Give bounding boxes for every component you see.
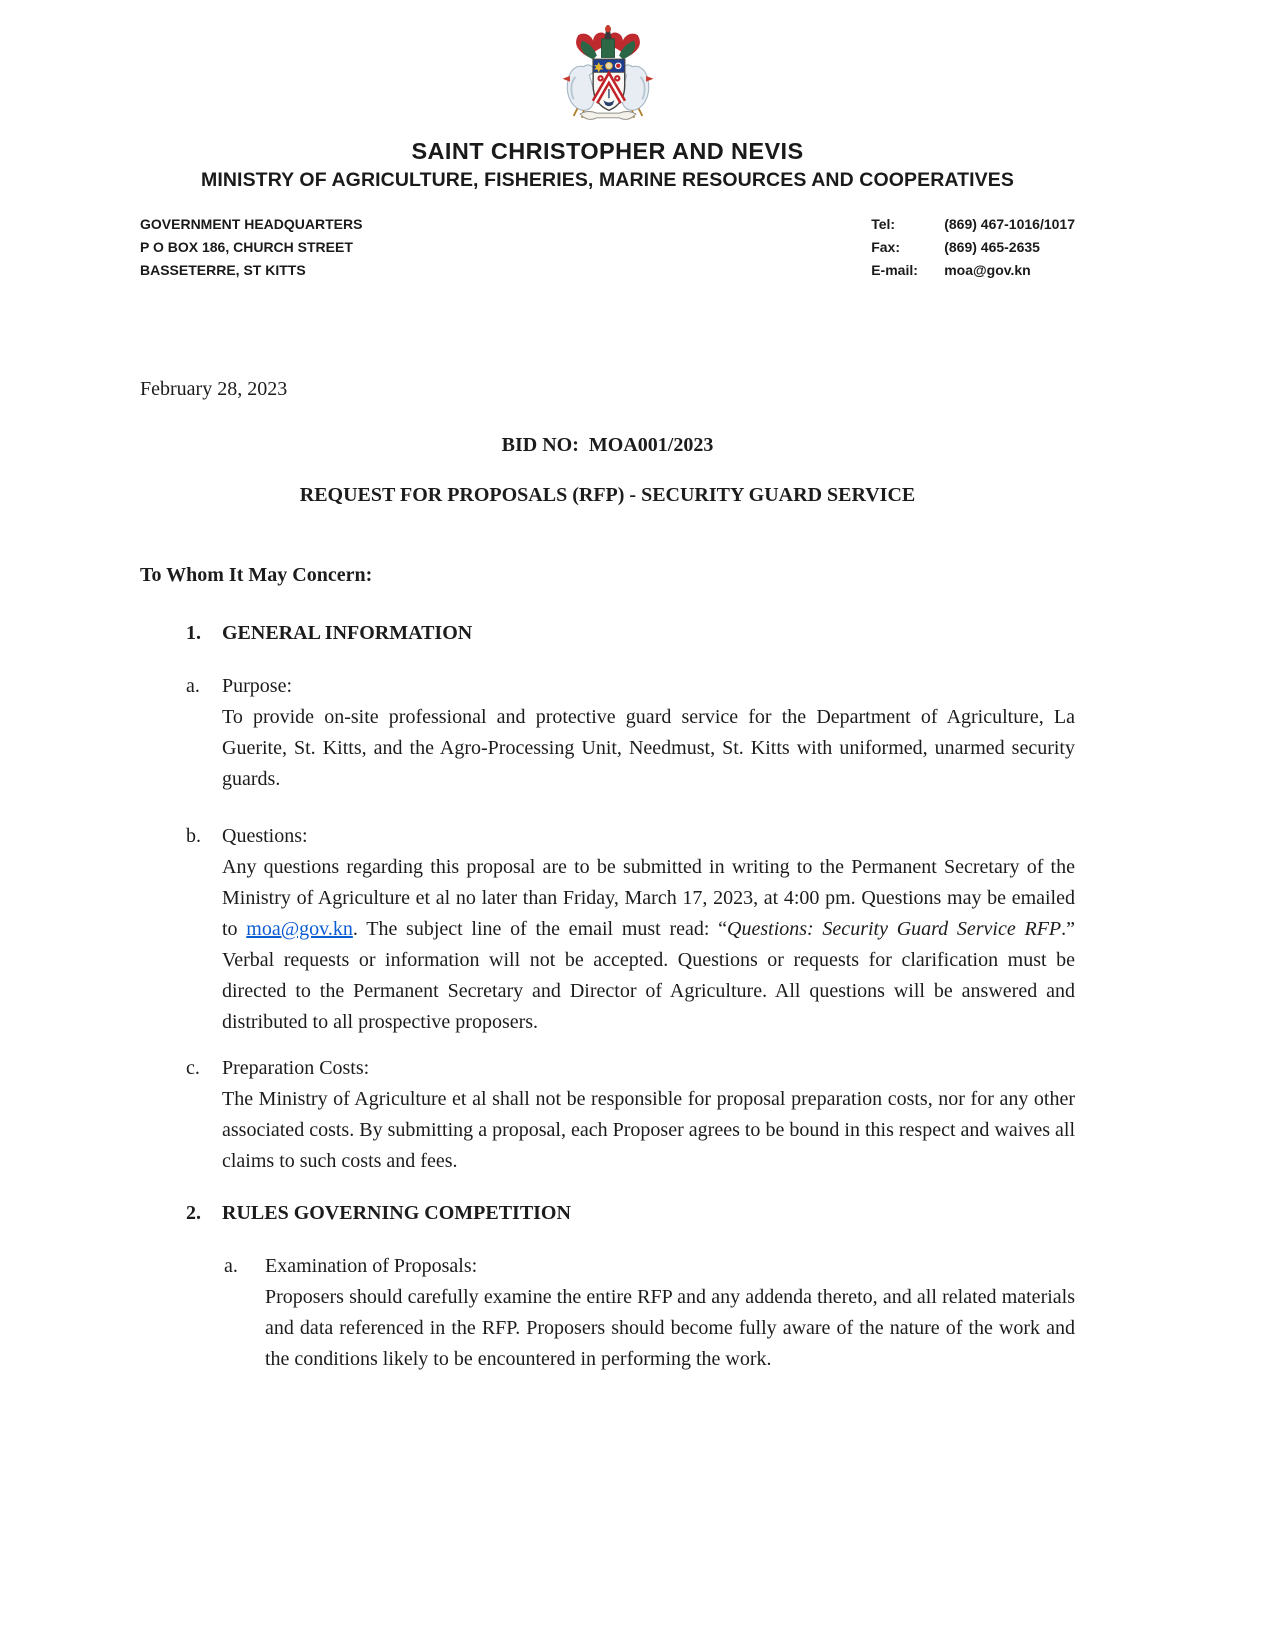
item-body: To provide on-site professional and protective guard service for the Department of Agriculture, La Guerite, St. Kitts, and the Agro-Processing Unit, Needmust, St. Kitts with uniformed, unarmed security guards.: [222, 706, 1075, 790]
item-marker: a.: [186, 675, 200, 697]
contact-row-tel: [871, 213, 1075, 236]
section-number: 1.: [186, 622, 201, 644]
country-title: SAINT CHRISTOPHER AND NEVIS: [411, 138, 804, 164]
list-item-examination-of-proposals: [140, 1251, 1075, 1375]
ministry-title: MINISTRY OF AGRICULTURE, FISHERIES, MARINE RESOURCES AND COOPERATIVES: [201, 169, 1014, 191]
item-marker: a.: [224, 1255, 238, 1277]
address-line: BASSETERRE, ST KITTS: [140, 262, 306, 278]
contact-value: (869) 465-2635: [944, 239, 1040, 255]
section-heading: [140, 618, 1075, 649]
contact-label: Tel:: [871, 216, 896, 232]
italic-phrase: Questions: Security Guard Service RFP: [727, 918, 1062, 940]
contact-label: E-mail:: [871, 262, 918, 278]
bid-number: BID NO: MOA001/2023: [501, 434, 714, 456]
contact-label: Fax:: [871, 239, 901, 255]
item-label: Questions:: [222, 825, 308, 847]
email-link[interactable]: moa@gov.kn: [246, 918, 353, 940]
section-rules-governing-competition: [140, 1198, 1075, 1375]
contact-row-fax: [871, 236, 1075, 259]
contact-row-email: [871, 259, 1075, 282]
body-text: Any questions regarding this proposal are to be submitted in writing to the Permanent Secretary of the Ministry of Agriculture et al no later than Friday, March 17, 2023, at 4:00 pm. Questions may be emailed to: [222, 856, 1075, 940]
address-block: [140, 213, 362, 282]
date-line: February 28, 2023: [140, 378, 288, 400]
item-body: The Ministry of Agriculture et al shall not be responsible for proposal preparation costs, nor for any other associated costs. By submitting a proposal, each Proposer agrees to be bound in this respect and waives all claims to such costs and fees.: [222, 1088, 1075, 1172]
section-heading-text: GENERAL INFORMATION: [222, 622, 473, 644]
section-number: 2.: [186, 1202, 201, 1224]
section-general-information: [140, 618, 1075, 1177]
list-item-preparation-costs: [140, 1053, 1075, 1177]
document-title: REQUEST FOR PROPOSALS (RFP) - SECURITY GUARD SERVICE: [299, 484, 916, 506]
item-label: Examination of Proposals:: [265, 1255, 478, 1277]
item-label: Purpose:: [222, 675, 292, 697]
list-item-purpose: [140, 671, 1075, 795]
body-text: . The subject line of the email must read: “: [352, 918, 728, 940]
item-body: [222, 852, 1075, 1038]
item-label: Preparation Costs:: [222, 1057, 370, 1079]
address-line: GOVERNMENT HEADQUARTERS: [140, 216, 363, 232]
body-text: .” Verbal requests or information will not be accepted. Questions or requests for clarification must be directed to the Permanent Secretary and Director of Agriculture. All questions will be answered and distributed to all prospective proposers.: [222, 918, 1076, 1033]
item-marker: c.: [186, 1057, 200, 1079]
contact-value: moa@gov.kn: [944, 262, 1031, 278]
contact-value: (869) 467-1016/1017: [944, 216, 1075, 232]
address-line: P O BOX 186, CHURCH STREET: [140, 239, 353, 255]
letter-body: [140, 374, 1075, 1375]
contact-block: [871, 213, 1075, 282]
letterhead: [140, 0, 1075, 282]
item-marker: b.: [186, 825, 201, 847]
saint-kitts-nevis-coat-of-arms-icon: [552, 24, 664, 128]
salutation: To Whom It May Concern:: [140, 564, 373, 586]
section-heading-text: RULES GOVERNING COMPETITION: [222, 1202, 571, 1224]
item-body: Proposers should carefully examine the entire RFP and any addenda thereto, and all related materials and data referenced in the RFP. Proposers should become fully aware of the nature of the work and the conditions likely to be encountered in performing the work.: [265, 1286, 1075, 1370]
list-item-questions: [140, 821, 1075, 1038]
section-heading: [140, 1198, 1075, 1229]
